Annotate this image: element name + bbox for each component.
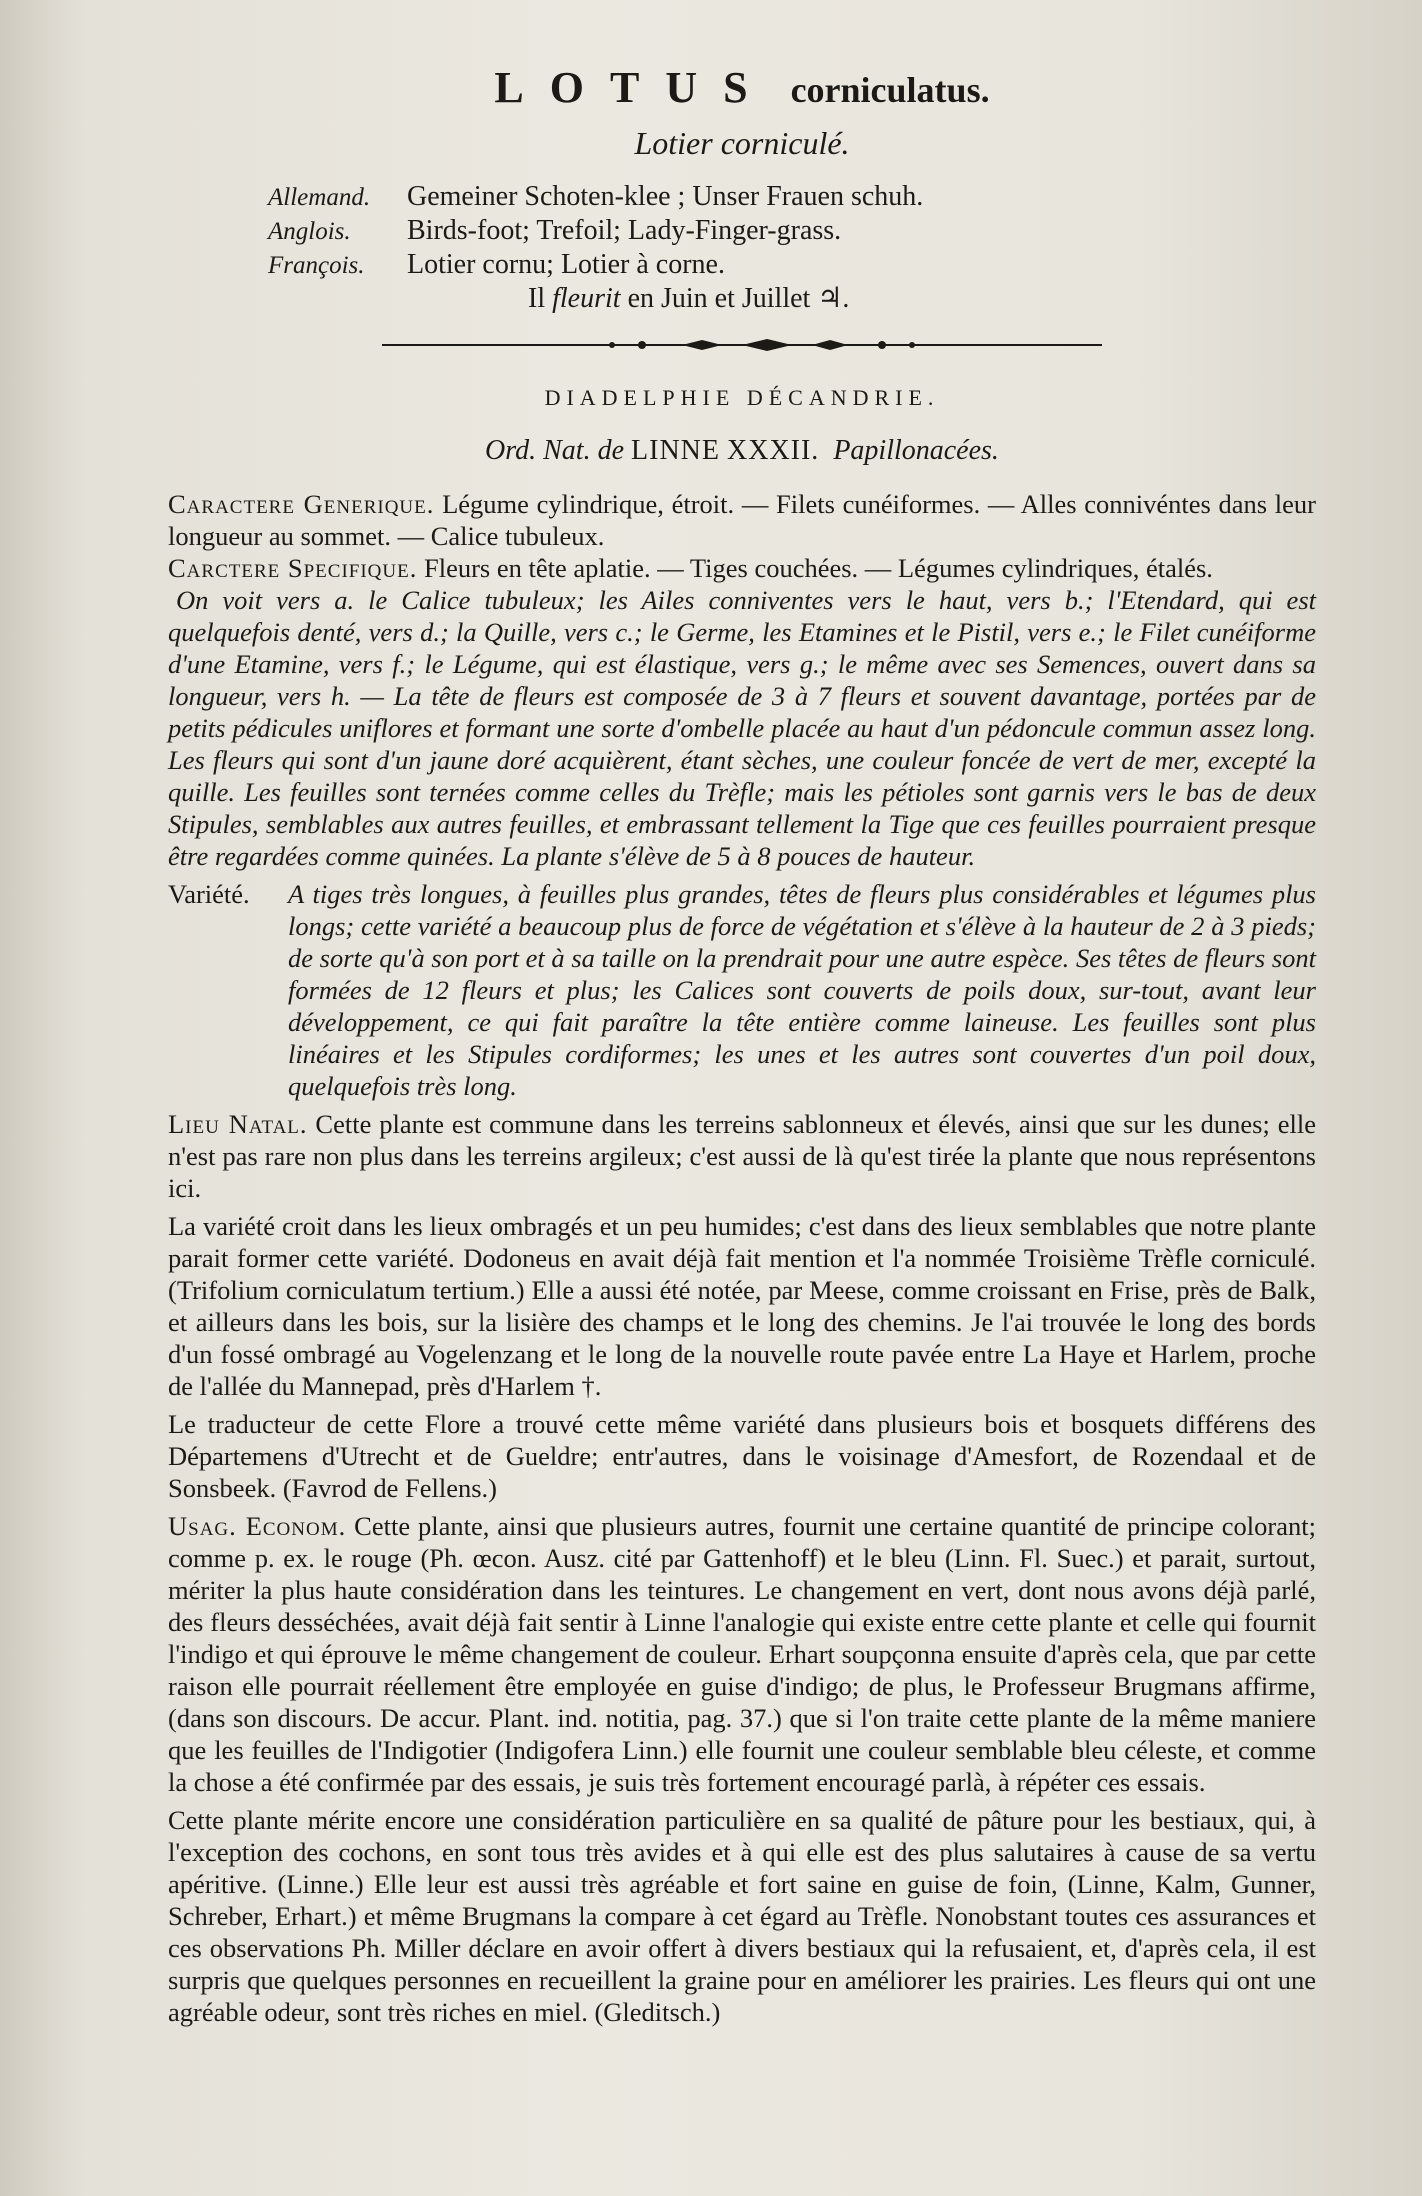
habitat-paragraph <box>168 1108 1316 1204</box>
variety-text: A tiges très longues, à feuilles plus grandes, têtes de fleurs plus considérables et légumes plus longs; cette variété a beaucoup plus de force de végétation et s'élève à la hauteur de 2 à 3 pieds; de sorte qu'à son port et à sa taille on la prendrait pour une autre espèce. Ses têtes de fleurs sont formées de 12 fleurs et plus; les Calices sont couverts de poils doux, sur-tout, avant leur développement, ce qui fait paraître la tête entière comme laineuse. Les feuilles sont plus linéaires et les Stipules cordiformes; les unes et les autres sont couvertes d'un poil doux, quelquefois très long. <box>288 879 1316 1101</box>
order-family: Papillonacées. <box>833 435 999 466</box>
common-name-text: Birds-foot; Trefoil; Lady-Finger-grass. <box>407 215 842 246</box>
natural-order <box>168 428 1316 474</box>
variety-label: Variété. <box>168 879 250 909</box>
common-name-row <box>268 180 1316 214</box>
common-names <box>168 180 1316 316</box>
language-label: Anglois. <box>268 218 351 245</box>
generic-text: Légume cylindrique, étroit. — Filets cunéiformes. — Alles connivéntes dans leur longueur au sommet. — Calice tubuleux. <box>168 489 1317 551</box>
habitat-text: Cette plante est commune dans les terreins sablonneux et élevés, ainsi que sur les dunes; elle n'est pas rare non plus dans les terreins argileux; c'est aussi de là qu'est tirée la plante que nous représentons ici. <box>168 1109 1316 1203</box>
page-title <box>168 58 1316 120</box>
flowering-post: en Juin et Juillet <box>627 283 811 314</box>
variety-habitat-paragraph: La variété croit dans les lieux ombragés et un peu humides; c'est dans des lieux semblables que notre plante parait former cette variété. Dodoneus en avait déjà fait mention et l'a nommée Troisième Trèfle corniculé. (Trifolium corniculatum tertium.) Elle a aussi été notée, par Meese, comme croissant en Frise, près de Balk, et ailleurs dans les bois, sur la lisière des champs et le long des chemins. Je l'ai trouvée le long des bords d'un fossé ombragé au Vogelenzang et le long de la nouvelle route pavée entre La Haye et Harlem, proche de l'allée du Mannepad, près d'Harlem †. <box>168 1211 1316 1401</box>
plate-description: On voit vers a. le Calice tubuleux; les Ailes conniventes vers le haut, vers b.; l'Etendard, qui est quelquefois denté, vers d.; la Quille, vers c.; le Germe, les Etamines et le Pistil, vers e.; le Filet cunéiforme d'une Etamine, vers f.; le Légume, qui est élastique, vers g.; le même avec ses Semences, ouvert dans sa longueur, vers h. — La tête de fleurs est composée de 3 à 7 fleurs et souvent davantage, portées par de petits pédicules uniflores et formant une sorte d'ombelle placée au haut d'un pédoncule commun assez long. Les fleurs qui sont d'un jaune doré acquièrent, étant sèches, une couleur foncée de vert de mer, excepté la quille. Les feuilles sont ternées comme celles du Trèfle; mais les pétioles sont garnis vers le bas de deux Stipules, semblables aux autres feuilles, et embrassant tellement la Tige que ces feuilles pourraient presque être regardées comme quinées. La plante s'élève de 5 à 8 pouces de hauteur. <box>168 585 1316 871</box>
specific-label: Carctere Specifique. <box>168 553 418 583</box>
common-name-row <box>268 214 1316 248</box>
order-prefix: Ord. Nat. de <box>485 435 625 466</box>
habitat-label: Lieu Natal. <box>168 1109 308 1139</box>
variety-section <box>168 878 1316 1102</box>
french-name: Lotier corniculé. <box>634 125 850 161</box>
economic-label: Usag. Econom. <box>168 1511 347 1541</box>
language-label: Allemand. <box>268 184 371 211</box>
economic-use-paragraph <box>168 1510 1316 1798</box>
specific-text: Fleurs en tête aplatie. — Tiges couchées. — Légumes cylindriques, étalés. <box>423 553 1213 583</box>
flowering-line <box>528 282 1316 316</box>
genus-name: LOTUS <box>494 63 774 112</box>
common-name-row <box>268 248 1316 282</box>
page-content <box>168 58 1316 2028</box>
economic-text: Cette plante, ainsi que plusieurs autres, fournit une certaine quantité de principe colorant; comme p. ex. le rouge (Ph. œcon. Ausz. cité par Gattenhoff) et le bleu (Linn. Fl. Suec.) et parait, surtout, mériter la plus haute considération dans les teintures. Le changement en vert, dont nous avons déjà parlé, des fleurs desséchées, avait déjà fait sentir à Linne l'analogie qui existe entre cette plante et celle qui fournit l'indigo et qui éprouve le même changement de couleur. Erhart soupçonna ensuite d'après cela, que par cette raison elle pourrait réellement être employée en guise d'indigo; de plus, le Professeur Brugmans affirme, (dans son discours. De accur. Plant. ind. notitia, pag. 37.) que si l'on traite cette plante de la même maniere que les feuilles de l'Indigotier (Indigofera Linn.) elle fournit une couleur semblable bleu céleste, et comme la chose a été confirmée par des essais, je suis très fortement encouragé parlà, à répéter ces essais. <box>168 1511 1316 1797</box>
ornament-divider-icon <box>382 338 1102 352</box>
linnaean-class: DIADELPHIE DÉCANDRIE. <box>544 385 940 410</box>
flowering-verb: fleurit <box>552 283 621 314</box>
order-author: LINNE <box>631 435 720 466</box>
species-name: corniculatus. <box>790 70 990 110</box>
pasture-paragraph: Cette plante mérite encore une considération particulière en sa qualité de pâture pour les bestiaux, qui, à l'exception des cochons, en sont tous très avides et à qui elle est des plus salutaires à cause de sa vertu apéritive. (Linne.) Elle leur est aussi très agréable et fort saine en guise de foin, (Linne, Kalm, Gunner, Schreber, Erhart.) et même Brugmans la compare à cet égard au Trèfle. Nonobstant toutes ces assurances et ces observations Ph. Miller déclare en avoir offert à divers bestiaux qui la refusaient, et, d'après cela, il est surpris que quelques personnes en recueillent la graine pour en améliorer les prairies. Les fleurs qui ont une agréable odeur, sont très riches en miel. (Gleditsch.) <box>168 1805 1316 2027</box>
perennial-symbol: ♃. <box>817 283 850 314</box>
flowering-pre: Il <box>528 283 546 314</box>
generic-label: Caractere Generique. <box>168 489 435 519</box>
common-name-text: Lotier cornu; Lotier à corne. <box>407 249 725 280</box>
specific-character <box>168 552 1316 584</box>
language-label: François. <box>268 252 365 279</box>
generic-character <box>168 488 1316 552</box>
translator-note-paragraph: Le traducteur de cette Flore a trouvé cette même variété dans plusieurs bois et bosquets différens des Départemens d'Utrecht et de Gueldre; entr'autres, dans le voisinage d'Amesfort, de Rozendaal et de Sonsbeek. (Favrod de Fellens.) <box>168 1409 1316 1503</box>
ornamental-rule <box>382 338 1102 352</box>
common-name-text: Gemeiner Schoten-klee ; Unser Frauen schuh. <box>407 181 924 212</box>
order-number: XXXII. <box>727 435 820 466</box>
